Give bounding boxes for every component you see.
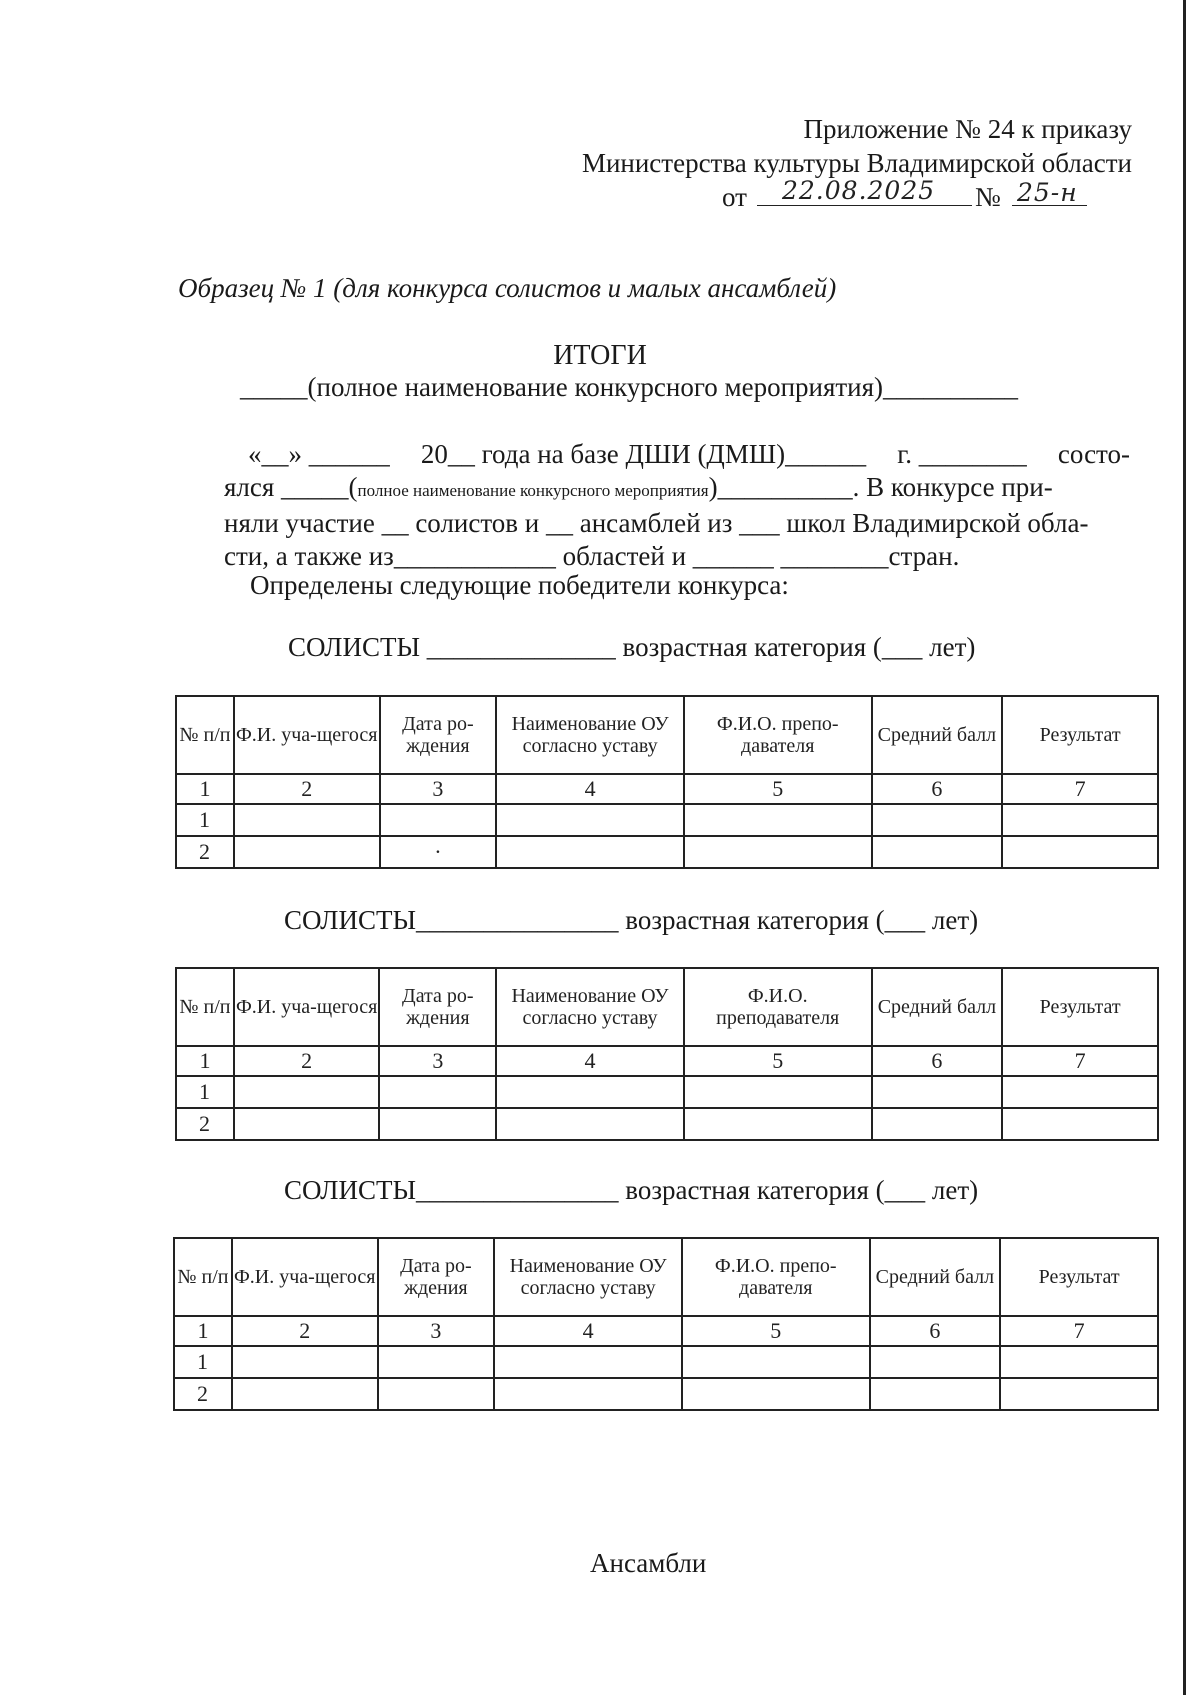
col-teacher-header: Ф.И.О. препо-давателя bbox=[684, 696, 872, 774]
col-birthdate-header: Дата ро-ждения bbox=[378, 1238, 495, 1316]
table-row: 1 bbox=[174, 1346, 1158, 1378]
table-row: 2 bbox=[176, 1108, 1158, 1140]
col-result-header: Результат bbox=[1000, 1238, 1158, 1316]
paragraph-line-1: «__» ______ 20__ года на базе ДШИ (ДМШ)______ г. ________ состо- bbox=[248, 439, 1130, 469]
table-header-row bbox=[176, 696, 1158, 774]
document-header bbox=[512, 112, 1132, 216]
col-student-header: Ф.И. уча-щегося bbox=[234, 696, 380, 774]
order-date-number-line bbox=[512, 176, 1132, 216]
page-subtitle: _____(полное наименование конкурсного мероприятия)__________ bbox=[240, 372, 1019, 402]
table-row: 1 bbox=[176, 804, 1158, 836]
col-score-header: Средний балл bbox=[872, 968, 1003, 1046]
table-row: 2 · bbox=[176, 836, 1158, 868]
results-table-1 bbox=[175, 695, 1159, 869]
paragraph-line-3: няли участие __ солистов и __ ансамблей из ___ школ Владимирской обла- bbox=[224, 508, 1089, 538]
from-label: от bbox=[722, 182, 747, 212]
col-school-header: Наименование ОУ согласно уставу bbox=[496, 696, 684, 774]
col-result-header: Результат bbox=[1002, 968, 1158, 1046]
section-heading-2: СОЛИСТЫ_______________ возрастная категория (___ лет) bbox=[284, 905, 979, 935]
column-number-row: 1 2 3 4 5 6 7 bbox=[176, 774, 1158, 804]
page-edge-rule bbox=[1183, 0, 1186, 1695]
table-row: 1 bbox=[176, 1076, 1158, 1108]
column-number-row: 1 2 3 4 5 6 7 bbox=[176, 1046, 1158, 1076]
col-birthdate-header: Дата ро-ждения bbox=[380, 696, 497, 774]
table-row: 2 bbox=[174, 1378, 1158, 1410]
ministry-line: Министерства культуры Владимирской области bbox=[581, 148, 1132, 178]
section-heading-1: СОЛИСТЫ ______________ возрастная категория (___ лет) bbox=[288, 632, 976, 662]
page-title: ИТОГИ bbox=[553, 340, 647, 371]
col-score-header: Средний балл bbox=[870, 1238, 1001, 1316]
number-label: № bbox=[975, 182, 1001, 212]
handwritten-date: 22.08.2025 bbox=[782, 176, 936, 205]
sample-label: Образец № 1 (для конкурса солистов и малых ансамблей) bbox=[178, 273, 837, 303]
col-student-header: Ф.И. уча-щегося bbox=[232, 1238, 378, 1316]
col-number-header: № п/п bbox=[176, 968, 234, 1046]
intro-paragraph bbox=[224, 438, 1130, 573]
col-number-header: № п/п bbox=[176, 696, 234, 774]
results-table-2 bbox=[175, 967, 1159, 1141]
table-header-row bbox=[174, 1238, 1158, 1316]
appendix-line: Приложение № 24 к приказу bbox=[803, 114, 1132, 144]
column-number-row: 1 2 3 4 5 6 7 bbox=[174, 1316, 1158, 1346]
col-student-header: Ф.И. уча-щегося bbox=[234, 968, 380, 1046]
paragraph-line-2: ялся _____(полное наименование конкурсного мероприятия)__________. В конкурсе при- bbox=[224, 472, 1053, 502]
col-result-header: Результат bbox=[1002, 696, 1158, 774]
paragraph-line-4: сти, а также из____________ областей и ______ ________стран. bbox=[224, 541, 960, 571]
results-table-3 bbox=[173, 1237, 1159, 1411]
col-score-header: Средний балл bbox=[872, 696, 1003, 774]
col-school-header: Наименование ОУ согласно уставу bbox=[494, 1238, 682, 1316]
col-birthdate-header: Дата ро-ждения bbox=[379, 968, 496, 1046]
handwritten-number: 25-н bbox=[1017, 178, 1078, 207]
table-header-row bbox=[176, 968, 1158, 1046]
col-teacher-header: Ф.И.О. преподавателя bbox=[684, 968, 872, 1046]
col-teacher-header: Ф.И.О. препо-давателя bbox=[682, 1238, 870, 1316]
col-number-header: № п/п bbox=[174, 1238, 232, 1316]
winners-text: Определены следующие победители конкурса: bbox=[250, 570, 789, 600]
col-school-header: Наименование ОУ согласно уставу bbox=[496, 968, 684, 1046]
section-heading-3: СОЛИСТЫ_______________ возрастная категория (___ лет) bbox=[284, 1175, 979, 1205]
ensembles-heading: Ансамбли bbox=[590, 1548, 707, 1578]
